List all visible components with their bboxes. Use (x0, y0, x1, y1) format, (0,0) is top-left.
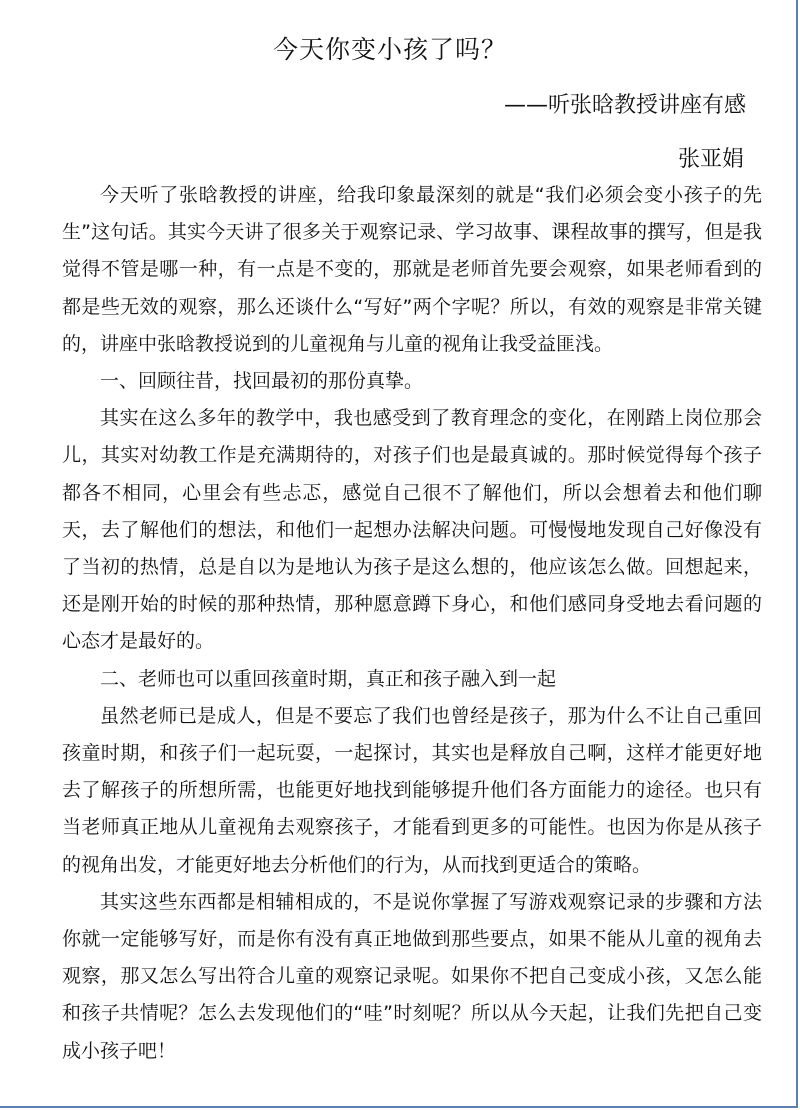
author-name: 张亚娟 (677, 147, 744, 172)
section-heading-1: 一、回顾往昔，找回最初的那份真挚。 (100, 370, 424, 393)
paragraph-intro: 今天听了张晗教授的讲座，给我印象最深刻的就是“我们必须会变小孩子的先生”这句话。其实今天讲了很多关于观察记录、学习故事、课程故事的撰写，但是我觉得不管是哪一种，有一点是不变的，那就是老师首先要会观察，如果老师看到的都是些无效的观察，那么还谈什么“写好”两个字呢？所以，有效的观察是非常关键的，讲座中张晗教授说到的儿童视角与儿童的视角让我受益匪浅。 (62, 184, 762, 355)
paragraph-section-1: 其实在这么多年的教学中，我也感受到了教育理念的变化，在刚踏上岗位那会儿，其实对幼教工作是充满期待的，对孩子们也是最真诚的。那时候觉得每个孩子都各不相同，心里会有些忐忑，感觉自己很不了解他们，所以会想着去和他们聊天，去了解他们的想法，和他们一起想办法解决问题。可慢慢地发现自己好像没有了当初的热情，总是自以为是地认为孩子是这么想的，他应该怎么做。回想起来，还是刚开始的时候的那种热情，那种愿意蹲下身心，和他们感同身受地去看问题的心态才是最好的。 (62, 407, 762, 653)
page-title: 今天你变小孩了吗？ (272, 35, 507, 64)
paragraph-conclusion: 其实这些东西都是相辅相成的，不是说你掌握了写游戏观察记录的步骤和方法你就一定能够写好，而是你有没有真正地做到那些要点，如果不能从儿童的视角去观察，那又怎么写出符合儿童的观察记录呢。如果你不把自己变成小孩，又怎么能和孩子共情呢？怎么去发现他们的“哇”时刻呢？所以从今天起，让我们先把自己变成小孩子吧！ (62, 890, 762, 1062)
section-heading-2: 二、老师也可以重回孩童时期，真正和孩子融入到一起 (100, 667, 557, 690)
paragraph-section-2: 虽然老师已是成人，但是不要忘了我们也曾经是孩子，那为什么不让自己重回孩童时期，和孩子们一起玩耍，一起探讨，其实也是释放自己啊，这样才能更好地去了解孩子的所想所需，也能更好地找到能够提升他们各方面能力的途径。也只有当老师真正地从儿童视角去观察孩子，才能看到更多的可能性。也因为你是从孩子的视角出发，才能更好地去分析他们的行为，从而找到更适合的策略。 (62, 704, 762, 876)
article-body (62, 177, 762, 1070)
subtitle: ——听张晗教授讲座有感 (503, 93, 746, 118)
